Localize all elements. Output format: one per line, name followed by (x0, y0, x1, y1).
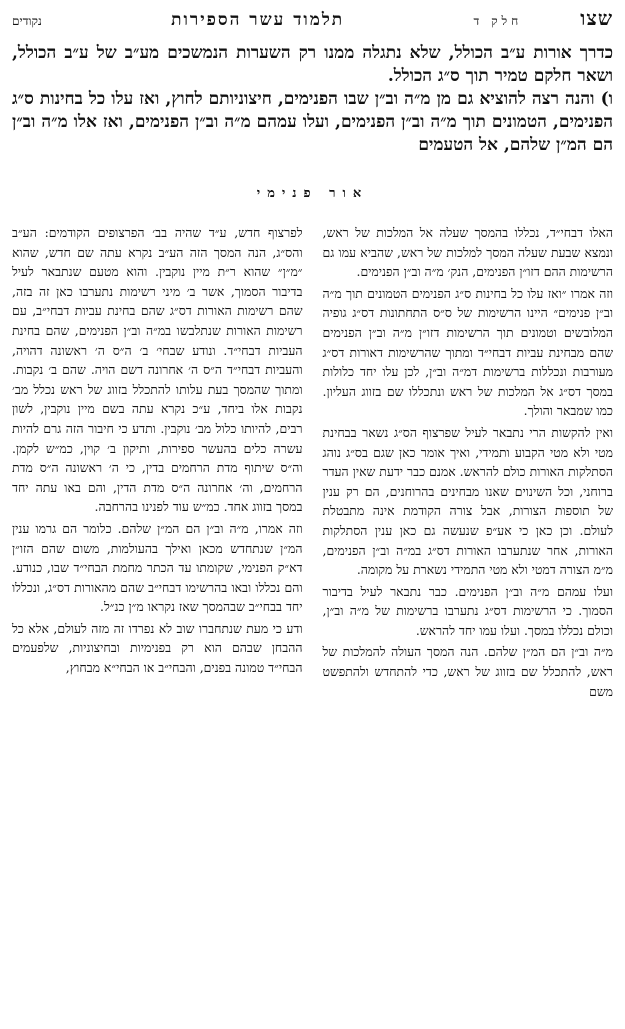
right-column (323, 223, 614, 703)
commentary-columns (12, 223, 613, 703)
right-column-paragraph: האלו דבחי״ד, נכללו בהמסך שעלה אל המלכות של ראש, ונמצא שבעת שעלה המסך למלכות של ראש, שהביא עמו גם הרשימות ההם דזו״ן הפנימים, הנק׳ מ״ה וב״ן הפנימים. (322, 225, 613, 280)
book-title: תלמוד עשר הספירות (171, 10, 345, 30)
header-right-group (474, 6, 614, 31)
left-column-paragraph: וזה אמרו, מ״ה וב״ן הם המ״ן שלהם. כלומר הם גרמו ענין המ״ן שנתחדש מכאן ואילך בהעולמות, משום שהם הזו״ן דא״ק הפנימי, שקומתו עד הכתר מחמת הבחי״ד שבו, כנודע. והם נכללו ובאו בהרשימו דבחי״ב שהם מהאורות דס״ג, ונכללו יחד בבחי״ב שבהמסך שאז נקראו מ״ן כנ״ל. (12, 520, 303, 615)
main-text (12, 42, 613, 157)
part-label: חלק ד (473, 14, 523, 28)
main-paragraph-1: כדרך אורות ע״ב הכולל, שלא נתגלה ממנו רק השערות הנמשכים מע״ב של ע״ב הכולל, ושאר חלקם טמיר תוך ס״ג הכולל. (12, 43, 613, 86)
vowel-note: נקודים (12, 14, 42, 28)
page-header (12, 6, 613, 42)
right-column-paragraph: ועלו עמהם מ״ה וב״ן הפנימים. כבר נתבאר לעיל בדיבור הסמוך. כי הרשימות דס״ג נתערבו ברשימות של מ״ה וב״ן, וכולם נכללו במסך. ועלו עמו יחד להראש. (322, 583, 613, 638)
main-paragraph-2: ו) והנה רצה להוציא גם מן מ״ה וב״ן שבו הפנימים, חיצוניותם לחוץ, ואז עלו כל בחינות ס״ג הפנימים, הטמונים תוך מ״ה וב״ן הפנימים, ועלו עמהם מ״ה וב״ן הפנימים, ואז אלו מ״ה וב״ן הם המ״ן שלהם, אל הטעמים (12, 89, 613, 155)
left-column (12, 223, 303, 703)
left-column-paragraph: ודע כי מעת שנתחברו שוב לא נפרדו זה מזה לעולם, אלא כל ההבחן שבהם הוא רק בפנימיות ובחיצוניות, שלפעמים הבחי״ד טמונה בפנים, והבחי״ב או הבחי״א מבחוץ, (12, 620, 303, 676)
right-column-paragraph: מ״ה וב״ן הם המ״ן שלהם. הנה המסך העולה להמלכות של ראש, להתכלל שם בזווג של ראש, כדי להתחדש ולהתפשט משם (322, 644, 613, 699)
section-title: אור פנימי (256, 186, 369, 201)
right-column-paragraph: וזה אמרו ״ואז עלו כל בחינות ס״ג הפנימים הטמונים תוך מ״ה וב״ן פנימים״ היינו הרשימות של ס״ס התחתונות דס״ג גופיה המלובשים וטמונים תוך הרשימות דזו״ן מ״ה וב״ן הפנימים שהם מבחינת עביות דבחי״ד ומתוך שהרשימות דאורות דס״ג מעורבות ונכללות ברשימות דמ״ה וב״ן, לכן עלו יחד כלולות במסך דס״ג אל המלכות של ראש ונתכללו שם בזווג העליון. כמו שמבאר והולך. (322, 285, 613, 419)
header-left-group (12, 14, 42, 29)
right-column-paragraph: ואין להקשות הרי נתבאר לעיל שפרצוף הס״ג נשאר בבחינת מטי ולא מטי הקבוע ותמידי, ואיך אומר כאן שגם בס״ג נוהג הסתלקות האורות כולם להראש. אמנם כבר ידעת שאין העדר ברוחני, וכל השינוים שאנו מבחינים בהרוחנים, הם רק ענין של תוספות הצורות, אבל צורה הקודמת אינה מתבטלת לעולם. וכן כאן כי אע״פ שנעשה גם כאן ענין הסתלקות האורות, אחר שנתערבו האורות דס״ג במ״ה וב״ן הפנימים, מ״מ הצורה דמטי ולא מטי התמידי נשארת על מקומה. (322, 424, 613, 578)
left-column-paragraph: לפרצוף חדש, ע״ד שהיה בב׳ הפרצופים הקודמים: הע״ב והס״ג, הנה המסך הזה הע״ב נקרא עתה שם חדש, שהוא ״מ״ן״ שהוא ר״ת מיין נוקבין. והוא מטעם שנתבאר לעיל בדיבור הסמוך, אשר ב׳ מיני רשימות נתערבו כאן זה בזה, שהם רשימות האורות דס״ג שהם בחינת עביות דבחי״ב, עם רשימות האורות שנתלבשו במ״ה וב״ן הפנימים, שהם בחינת העביות דבחי״ד. ונודע שבחי׳ ב׳ ה״ס ה׳ ראשונה דהויה, והעביות דבחי״ד ה״ס ה׳ אחרונה דשם הויה. שהם ב׳ נקבות. ומתוך שהמסך בעת עלותו להתכלל בזווג של ראש נכלל מב׳ נקבות אלו ביחד, ע״כ נקרא עתה בשם מיין נוקבין, לשון רבים, להיותו כלול מב׳ נוקבין. ותדע כי חיבור הזה גרם להיות עשרה כלים בהעשר ספירות, ותיקון ב׳ קוין, כמ״ש לקמן. וה״ס שיתוף מדת הרחמים בדין, כי ה׳ ראשונה ה״ס מדת הרחמים, וה׳ אחרונה ה״ס מדת הדין, והם באו עתה יחד במסך בזווג אחד. כמ״ש עוד לפנינו בהרחבה. (12, 225, 303, 515)
page-number: שצו (580, 6, 613, 30)
